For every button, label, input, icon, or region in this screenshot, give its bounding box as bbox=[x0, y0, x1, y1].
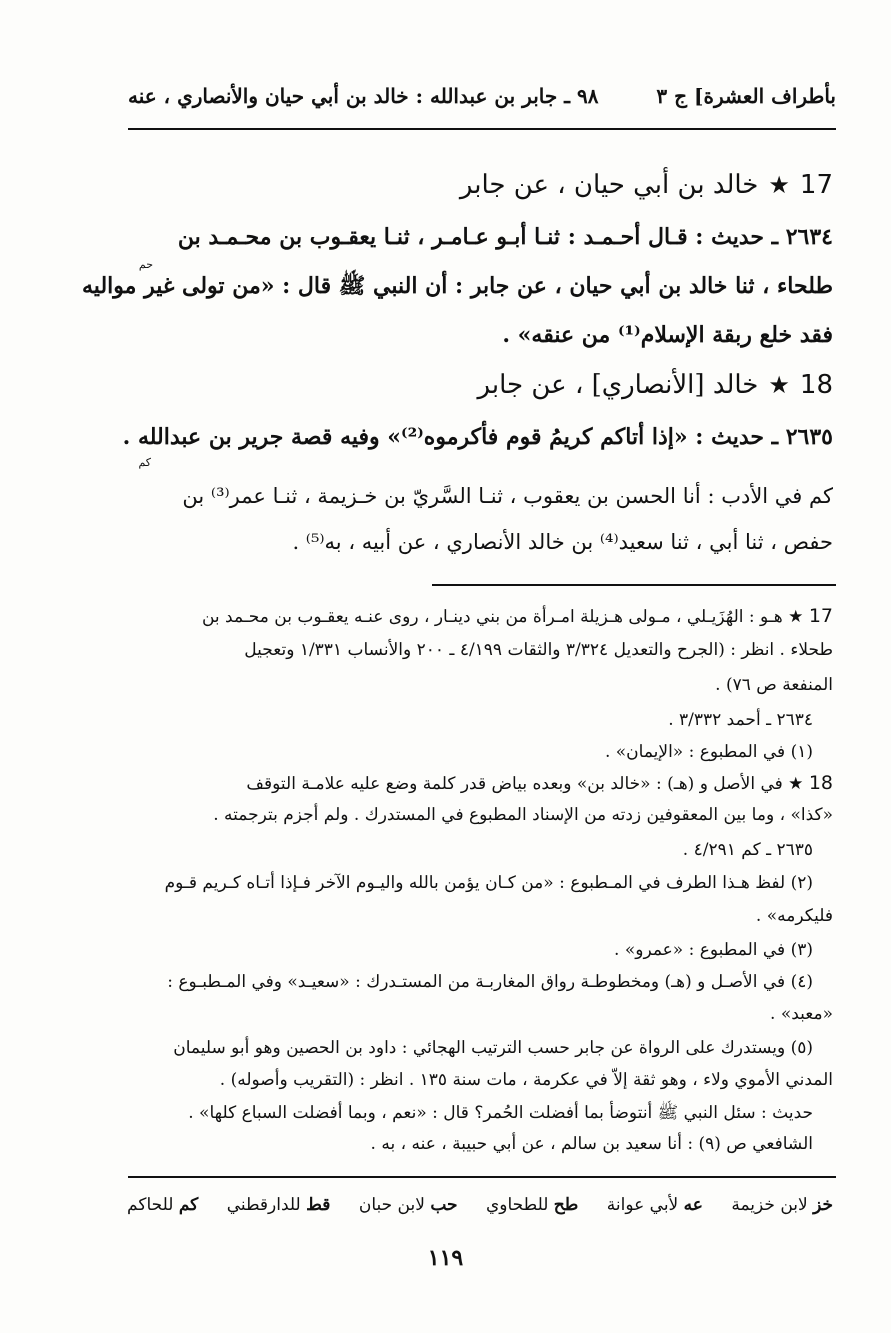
footnote-17-line-3: المنفعة ص ٧٦) . bbox=[715, 675, 833, 695]
footnote-3: (٣) في المطبوع : «عمرو» . bbox=[614, 940, 813, 960]
abbr-item: خز لابن خزيمة bbox=[731, 1195, 833, 1215]
footnote-2-line-1: (٢) لفظ هـذا الطرف في المـطبوع : «من كـان يؤمن بالله واليـوم الآخر فـإذا أتـاه كـريم قـوم bbox=[164, 873, 813, 893]
hadith-2634-line-1: ٢٦٣٤ ـ حديث : قـال أحـمـد : ثنـا أبـو عـامـر ، ثنـا يعقـوب بن محـمـد بن bbox=[177, 224, 833, 250]
entry-title-text: خالد بن أبي حيان ، عن جابر bbox=[459, 170, 759, 200]
footnote-5-line-2: المدني الأموي ولاء ، وهو ثقة إلاّ في عكرمة ، مات سنة ١٣٥ . انظر : (التقريب وأصوله) . bbox=[219, 1070, 833, 1090]
footnote-2635-ref: ٢٦٣٥ ـ كم ٤/٢٩١ . bbox=[682, 840, 813, 860]
hadith-2634-line-2: طلحاء ، ثنا خالد بن أبي حيان ، عن جابر : أن النبي ﷺ قال : «من تولى غير مواليه bbox=[82, 273, 833, 299]
running-header bbox=[128, 84, 836, 116]
hadith-2634-line-3: فقد خلع ربقة الإسلام⁽¹⁾ من عنقه» . bbox=[502, 322, 833, 348]
footnote-rule bbox=[432, 584, 836, 586]
star-icon: ★ bbox=[768, 171, 790, 199]
entry-number: 18 bbox=[799, 370, 833, 400]
page-number: ١١٩ bbox=[427, 1245, 464, 1271]
footnote-17-line-2: طحلاء . انظر : (الجرح والتعديل ٣/٣٢٤ والثقات ٤/١٩٩ ـ ٢٠٠ والأنساب ١/٣٣١ وتعجيل bbox=[244, 640, 833, 660]
footnote-text: في الأصل و (هـ) : «خالد بن» وبعده بياض قدر كلمة وضع عليه علامـة التوقف bbox=[246, 774, 783, 794]
footnote-4-line-1: (٤) في الأصـل و (هـ) ومخطوطـة رواق المغاربـة من المستـدرك : «سعيـد» وفي المـطبـوع : bbox=[167, 972, 813, 992]
entry-number: 17 bbox=[808, 605, 833, 627]
footnote-1: (١) في المطبوع : «الإيمان» . bbox=[604, 742, 813, 762]
footnote-2-line-2: فليكرمه» . bbox=[755, 906, 833, 926]
abbr-item: طح للطحاوي bbox=[485, 1195, 579, 1215]
footnote-18-line-1 bbox=[127, 772, 833, 794]
abbr-item: كم للحاكم bbox=[127, 1195, 199, 1215]
isnad-line-2: حفص ، ثنا أبي ، ثنا سعيد⁽⁴⁾ بن خالد الأنصاري ، عن أبيه ، به⁽⁵⁾ . bbox=[292, 530, 833, 554]
header-volume: بأطراف العشرة] ج ٣ bbox=[656, 84, 836, 108]
abbreviations-rule bbox=[128, 1176, 836, 1178]
entry-18-title bbox=[127, 370, 833, 400]
star-icon: ★ bbox=[788, 607, 804, 627]
entry-number: 18 bbox=[808, 772, 833, 794]
abbreviation-key bbox=[127, 1195, 833, 1215]
abbr-item: عه لأبي عوانة bbox=[606, 1195, 703, 1215]
footnote-5-line-3: حديث : سئل النبي ﷺ أنتوضأ بما أفضلت الحُمر؟ قال : «نعم ، وبما أفضلت السباع كلها» . bbox=[188, 1103, 813, 1123]
footnote-4-line-2: «معبد» . bbox=[770, 1004, 833, 1024]
footnote-17-line-1 bbox=[127, 605, 833, 627]
source-mark: كم bbox=[138, 456, 151, 469]
entry-17-title bbox=[127, 170, 833, 200]
star-icon: ★ bbox=[788, 774, 804, 794]
entry-number: 17 bbox=[799, 170, 833, 200]
header-rule bbox=[128, 128, 836, 130]
abbr-item: قط للدارقطني bbox=[226, 1195, 331, 1215]
entry-title-text: خالد [الأنصاري] ، عن جابر bbox=[477, 370, 759, 400]
footnote-18-line-2: «كذا» ، وما بين المعقوفين زدته من الإسناد المطبوع في المستدرك . ولم أجزم بترجمته . bbox=[213, 805, 833, 825]
footnote-2634-ref: ٢٦٣٤ ـ أحمد ٣/٣٣٢ . bbox=[668, 710, 813, 730]
footnote-5-line-1: (٥) ويستدرك على الرواة عن جابر حسب الترتيب الهجائي : داود بن الحصين وهو أبو سليمان bbox=[173, 1038, 813, 1058]
header-chapter: ٩٨ ـ جابر بن عبدالله : خالد بن أبي حيان والأنصاري ، عنه bbox=[128, 84, 599, 108]
footnote-text: هـو : الهُزَيـلي ، مـولى هـزيلة امـرأة من بني دينـار ، روى عنـه يعقـوب بن محـمد بن bbox=[201, 607, 783, 627]
footnote-5-line-4: الشافعي ص (٩) : أنا سعيد بن سالم ، عن أبي حبيبة ، عنه ، به . bbox=[370, 1134, 813, 1154]
source-mark: حم bbox=[138, 258, 153, 271]
abbr-item: حب لابن حبان bbox=[358, 1195, 458, 1215]
isnad-line-1: كم في الأدب : أنا الحسن بن يعقوب ، ثنـا السَّريّ بن خـزيمة ، ثنـا عمر⁽³⁾ بن bbox=[182, 484, 833, 508]
hadith-2635-line-1: ٢٦٣٥ ـ حديث : «إذا أتاكم كريمُ قوم فأكرموه⁽²⁾» وفيه قصة جرير بن عبدالله . bbox=[122, 424, 833, 450]
star-icon: ★ bbox=[768, 371, 790, 399]
